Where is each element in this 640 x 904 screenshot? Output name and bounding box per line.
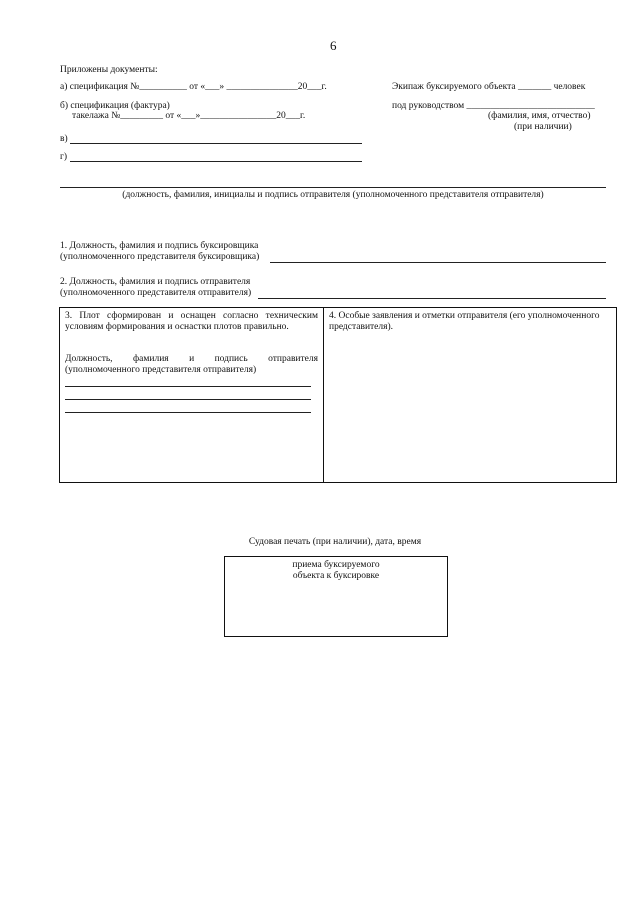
crew-leader-line[interactable]: под руководством ___________________________ bbox=[392, 101, 595, 111]
spec-b-line-2[interactable]: такелажа №_________ от «___»________________20___г. bbox=[72, 111, 306, 121]
crew-leader-caption-2: (при наличии) bbox=[514, 122, 572, 132]
cell4-line-2: представителя). bbox=[329, 322, 394, 333]
item-g-line[interactable] bbox=[70, 161, 362, 162]
page-number: 6 bbox=[330, 38, 337, 53]
spec-a-line[interactable]: а) спецификация №__________ от «___» _______________20___г. bbox=[60, 82, 327, 92]
documents-heading: Приложены документы: bbox=[60, 65, 158, 75]
item2-title: 2. Должность, фамилия и подпись отправителя bbox=[60, 277, 251, 287]
stamp-box-line-2: объекта к буксировке bbox=[292, 571, 380, 582]
stamp-caption: Судовая печать (при наличии), дата, время bbox=[248, 537, 422, 547]
item-g-label: г) bbox=[60, 152, 68, 162]
table-cell-4[interactable] bbox=[324, 308, 616, 482]
item-v-label: в) bbox=[60, 134, 68, 144]
item1-subtitle: (уполномоченного представителя буксировщика) bbox=[60, 252, 260, 262]
cell3-line-1: 3. Плот сформирован и оснащен согласно техническим bbox=[65, 311, 318, 321]
item1-title: 1. Должность, фамилия и подпись буксировщика bbox=[60, 241, 259, 251]
crew-count-line[interactable]: Экипаж буксируемого объекта _______ человек bbox=[392, 82, 586, 92]
item-v-line[interactable] bbox=[70, 143, 362, 144]
crew-leader-caption-1: (фамилия, имя, отчество) bbox=[488, 111, 591, 121]
sender-signature-line[interactable] bbox=[60, 187, 606, 188]
spec-b-line-1: б) спецификация (фактура) bbox=[60, 101, 170, 111]
item2-signature-line[interactable] bbox=[258, 298, 606, 299]
cell3-line-c[interactable] bbox=[65, 412, 311, 413]
cell4-line-1: 4. Особые заявления и отметки отправителя (его уполномоченного bbox=[329, 311, 600, 321]
table-cell-3[interactable] bbox=[60, 308, 324, 482]
cell3-signature-title: Должность, фамилия и подпись отправителя bbox=[65, 353, 318, 364]
sender-signature-caption: (должность, фамилия, инициалы и подпись отправителя (уполномоченного представителя отправителя) bbox=[122, 190, 544, 200]
item1-signature-line[interactable] bbox=[270, 262, 606, 263]
cell3-signature-subtitle: (уполномоченного представителя отправителя) bbox=[65, 365, 257, 376]
item2-subtitle: (уполномоченного представителя отправителя) bbox=[60, 288, 252, 298]
cell3-line-2: условиям формирования и оснастки плотов правильно. bbox=[65, 322, 289, 333]
cell3-line-b[interactable] bbox=[65, 399, 311, 400]
stamp-box[interactable] bbox=[224, 556, 448, 637]
cell3-line-a[interactable] bbox=[65, 386, 311, 387]
remarks-table bbox=[59, 307, 617, 483]
stamp-box-line-1: приема буксируемого bbox=[292, 560, 380, 570]
